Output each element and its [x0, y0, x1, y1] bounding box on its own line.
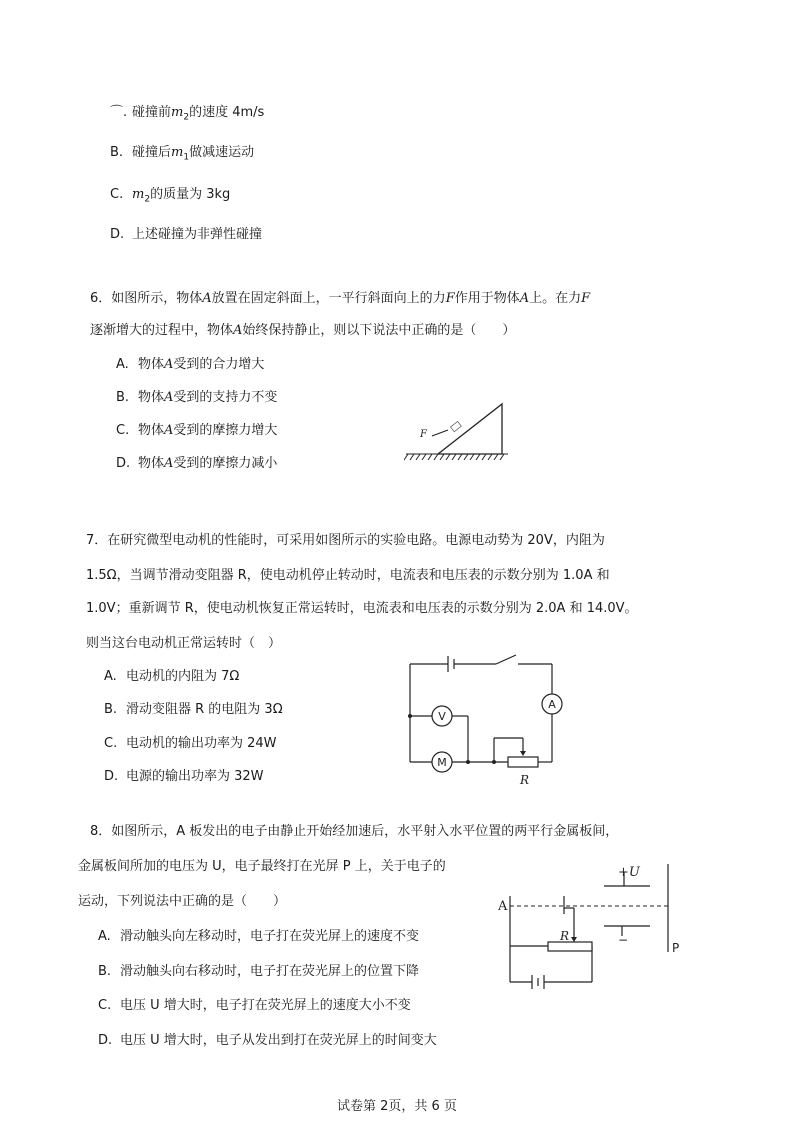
force-label: F	[420, 429, 427, 440]
q5-option-d: D. 上述碰撞为非弹性碰撞	[110, 227, 263, 242]
q8-option-a: A. 滑动触头向左移动时，电子打在荧光屏上的速度不变	[98, 929, 420, 944]
q6-option-a: A. 物体A受到的合力增大	[116, 357, 265, 372]
switch	[496, 655, 516, 664]
screen-label: P	[672, 941, 680, 955]
node-left-upper	[408, 714, 412, 718]
q7-option-a: A. 电动机的内阻为 7Ω	[104, 669, 240, 684]
rheostat-r	[548, 942, 592, 951]
voltmeter-icon	[432, 706, 452, 726]
page-footer: 试卷第 2页，共 6 页	[337, 1099, 457, 1114]
q8-stem-line2: 金属板间所加的电压为 U，电子最终打在光屏 P 上，关于电子的	[78, 859, 446, 874]
plus-u-label: +U	[618, 865, 640, 880]
q7-stem-line3: 1.0V；重新调节 R，使电动机恢复正常运转时，电流表和电压表的示数分别为 2.0A 和 14.0V。	[86, 601, 638, 616]
node-bottom-mid	[466, 760, 470, 764]
q6-option-b: B. 物体A受到的支持力不变	[116, 390, 278, 405]
q8-option-b: B. 滑动触头向右移动时，电子打在荧光屏上的位置下降	[98, 964, 420, 979]
q8-option-d: D. 电压 U 增大时，电子从发出到打在荧光屏上的时间变大	[98, 1033, 437, 1048]
q5-option-c: C. $m_2$的质量为 3kg	[110, 187, 231, 205]
slider-head	[571, 937, 577, 942]
rheostat	[508, 757, 538, 767]
q7-option-b: B. 滑动变阻器 R 的电阻为 3Ω	[104, 702, 283, 717]
q6-option-d: D. 物体A受到的摩擦力减小	[116, 456, 278, 471]
block-a	[451, 421, 462, 431]
q6-incline-figure	[404, 400, 514, 464]
q5-option-a: ⌒. 碰撞前$m_2$的速度 4m/s	[110, 105, 265, 123]
svg-text:V: V	[438, 710, 446, 723]
q7-circuit-figure	[404, 650, 574, 790]
q8-stem-line3: 运动，下列说法中正确的是（ ）	[78, 894, 287, 909]
ammeter-icon	[542, 694, 562, 714]
q6-option-c: C. 物体A受到的摩擦力增大	[116, 423, 278, 438]
slider-arrow-head	[520, 751, 526, 756]
incline-triangle	[438, 404, 502, 454]
minus-label: −	[618, 933, 629, 947]
q6-stem-line1: 6．如图所示，物体A放置在固定斜面上，一平行斜面向上的力F作用于物体A上。在力F	[90, 291, 591, 306]
motor-icon	[432, 752, 452, 772]
force-arrow	[432, 430, 448, 436]
q8-stem-line1: 8．如图所示，A 板发出的电子由静止开始经加速后，水平射入水平位置的两平行金属板间，	[90, 824, 619, 839]
a-plate-label: A	[498, 899, 508, 914]
q7-option-c: C. 电动机的输出功率为 24W	[104, 736, 277, 751]
svg-text:A: A	[548, 698, 556, 711]
rheostat-label: R	[560, 929, 570, 943]
incline-ground-hatch	[404, 454, 508, 460]
q8-deflection-figure	[498, 856, 688, 996]
svg-text:M: M	[437, 756, 447, 769]
q6-stem-line2: 逐渐增大的过程中，物体A始终保持静止，则以下说法中正确的是（ ）	[90, 323, 516, 338]
q5-option-b: B. 碰撞后$m_1$做减速运动	[110, 145, 255, 163]
q7-stem-line2: 1.5Ω，当调节滑动变阻器 R，使电动机停止转动时，电流表和电压表的示数分别为 1.0A 和	[86, 568, 610, 583]
node-bottom-slider	[492, 760, 496, 764]
q7-option-d: D. 电源的输出功率为 32W	[104, 769, 264, 784]
q7-stem-line4: 则当这台电动机正常运转时（ ）	[86, 636, 282, 651]
q8-option-c: C. 电压 U 增大时，电子打在荧光屏上的速度大小不变	[98, 998, 411, 1013]
rheostat-label: R	[520, 773, 530, 787]
q7-stem-line1: 7．在研究微型电动机的性能时，可采用如图所示的实验电路。电源电动势为 20V，内阻为	[86, 533, 605, 548]
